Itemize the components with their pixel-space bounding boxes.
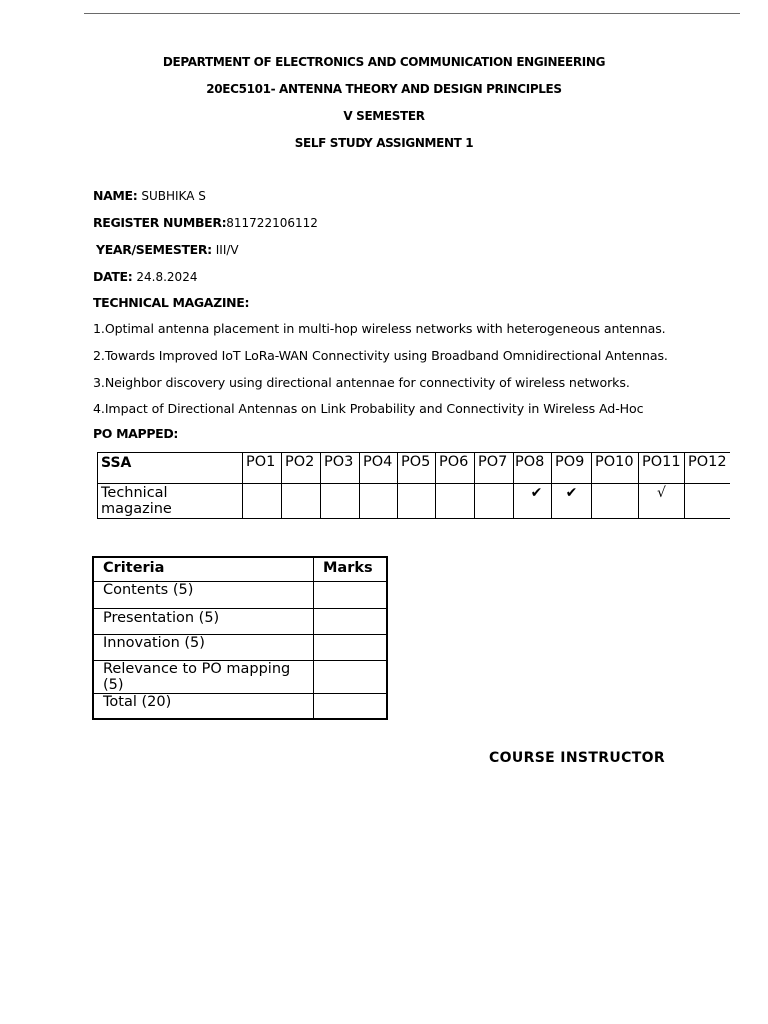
checkmark-icon: ✔ [552,484,592,519]
technical-magazine-line [93,295,249,310]
checkmark-icon: √ [639,484,685,519]
name-label: NAME: [93,188,138,203]
marks-cell [314,660,388,693]
po-mapping-table [97,452,730,519]
ssa-header: SSA [98,453,243,484]
po-mark-cell [475,484,514,519]
criteria-cell: Total (20) [93,693,314,719]
topic-item: 1.Optimal antenna placement in multi-hop wireless networks with heterogeneous antennas. [93,321,666,336]
row-label [98,484,243,519]
po-header-cell: PO5 [398,453,436,484]
checkmark-icon: ✔ [514,484,552,519]
top-rule [84,13,740,14]
po-mark-cell [592,484,639,519]
marks-cell [314,608,388,634]
date-value: 24.8.2024 [136,270,198,284]
po-header-cell: PO11 [639,453,685,484]
po-header-cell: PO7 [475,453,514,484]
po-mark-cell [360,484,398,519]
marks-cell [314,634,388,660]
criteria-cell: Relevance to PO mapping (5) [93,660,314,693]
po-header-cell: PO9 [552,453,592,484]
topic-item: 3.Neighbor discovery using directional antennae for connectivity of wireless networks. [93,375,630,390]
po-header-cell: PO6 [436,453,475,484]
po-mark-cell [398,484,436,519]
po-header-cell: PO12 [685,453,731,484]
semester-heading: V SEMESTER [343,109,425,123]
criteria-header-row [93,557,387,581]
po-mark-cell [685,484,731,519]
po-header-row [98,453,731,484]
criteria-table [92,556,388,720]
criteria-header: Criteria [93,557,314,581]
year-line [96,242,239,257]
row-label-line2: magazine [101,501,172,517]
topic-item: 2.Towards Improved IoT LoRa-WAN Connectivity using Broadband Omnidirectional Antennas. [93,348,668,363]
marks-cell [314,581,388,608]
name-value: SUBHIKA S [141,189,206,203]
register-value: 811722106112 [226,216,318,230]
register-line [93,215,318,230]
marks-cell [314,693,388,719]
year-label: YEAR/SEMESTER: [96,242,212,257]
po-mark-cell [436,484,475,519]
po-header-cell: PO1 [243,453,282,484]
department-heading: DEPARTMENT OF ELECTRONICS AND COMMUNICATION ENGINEERING [162,55,606,69]
po-mark-cell [321,484,360,519]
marks-header: Marks [314,557,388,581]
name-line [93,188,206,203]
po-header-cell: PO4 [360,453,398,484]
po-mark-cell [243,484,282,519]
criteria-cell: Innovation (5) [93,634,314,660]
po-mark-cell [282,484,321,519]
course-instructor-label: COURSE INSTRUCTOR [489,750,666,766]
criteria-row [93,608,387,634]
po-mapped-line [93,426,178,441]
po-header-cell: PO3 [321,453,360,484]
criteria-cell: Contents (5) [93,581,314,608]
po-mapped-label: PO MAPPED: [93,426,178,441]
row-label-line1: Technical [101,485,168,501]
criteria-row [93,660,387,693]
assignment-heading: SELF STUDY ASSIGNMENT 1 [294,136,474,150]
register-label: REGISTER NUMBER: [93,215,227,230]
year-value: III/V [215,243,239,257]
technical-magazine-label: TECHNICAL MAGAZINE: [93,295,250,310]
criteria-cell: Presentation (5) [93,608,314,634]
po-header-cell: PO10 [592,453,639,484]
date-label: DATE: [93,269,133,284]
po-header-cell: PO2 [282,453,321,484]
po-data-row [98,484,731,519]
criteria-row [93,581,387,608]
po-header-cell: PO8 [514,453,552,484]
course-heading: 20EC5101- ANTENNA THEORY AND DESIGN PRINCIPLES [206,82,562,96]
criteria-row [93,693,387,719]
date-line [93,269,197,284]
criteria-row [93,634,387,660]
topic-item: 4.Impact of Directional Antennas on Link Probability and Connectivity in Wireless Ad-Hoc [93,401,644,416]
